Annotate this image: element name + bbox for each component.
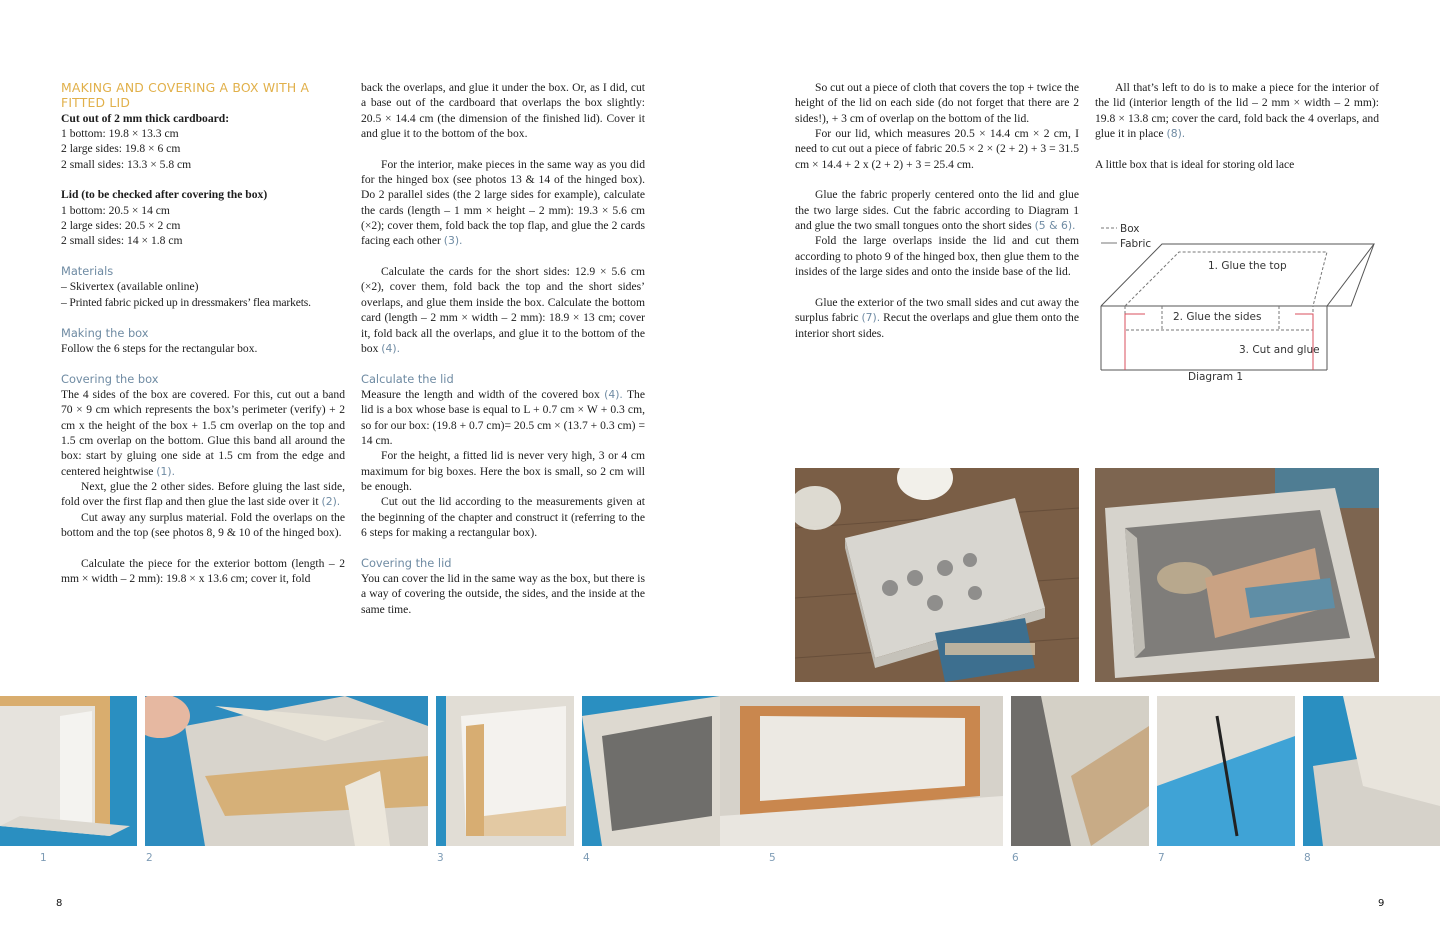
page-number-right: 9 [1378, 898, 1385, 909]
covering-paragraph-4: Calculate the piece for the exterior bottom (length – 2 mm × width – 2 mm): 19.8 × x 13.6 cm; cover it, fold [61, 556, 345, 585]
step-photo-4 [582, 696, 720, 846]
cloth-paragraph-5: Glue the exterior of the two small sides and cut away the surplus fabric (7). Recut the overlaps and glue them onto the interior short sides. [795, 295, 1079, 340]
step-number: 7 [1158, 852, 1165, 864]
step-number: 6 [1012, 852, 1019, 864]
step-number: 1 [40, 852, 47, 864]
photo-ref: (4). [381, 341, 401, 355]
diagram-label-3: 3. Cut and glue [1239, 344, 1320, 356]
interior-paragraph-2: For the interior, make pieces in the same way as you did for the hinged box (see photos 13 & 14 of the hinged box). Do 2 parallel sides (the 2 large sides for example), calculate the cards (length – 1 mm × height – 2 mm): 19.3 × 5.6 cm (×2); cover them, fold back the top flap, and glue the 2 cards facing each other (3). [361, 157, 645, 248]
step-number: 5 [769, 852, 776, 864]
lid-item: 2 small sides: 14 × 1.8 cm [61, 234, 183, 248]
materials-heading: Materials [61, 264, 114, 279]
covering-paragraph-1: The 4 sides of the box are covered. For this, cut out a band 70 × 9 cm which represents the box’s perimeter (verify) + 2 cm x the height of the box + 1.5 cm overlap on the top and 1.5 cm overlap on the bottom. Glue this band all around the box: start by gluing one side at 1.5 cm from the edge and centered heightwise (1). [61, 387, 345, 478]
materials-item: – Printed fabric picked up in dressmakers’ flea markets. [61, 295, 311, 309]
photo-ref: (3). [443, 234, 463, 248]
interior-paragraph-1: back the overlaps, and glue it under the box. Or, as I did, cut a base out of the cardboard that overlaps the box slightly: 20.5 × 14.4 cm (the dimension of the finished lid). Cover it and glue it to the bottom of the box. [361, 81, 645, 141]
photo-caption: A little box that is ideal for storing old lace [1095, 157, 1295, 171]
legend-fabric-label: Fabric [1120, 238, 1152, 250]
making-heading: Making the box [61, 325, 149, 340]
diagram-caption: Diagram 1 [1188, 371, 1244, 383]
column-3 [795, 80, 1079, 341]
photo-ref: (2). [321, 495, 341, 509]
chapter-title-line2: FITTED LID [61, 95, 131, 111]
covering-paragraph-3: Cut away any surplus material. Fold the overlaps on the bottom and the top (see photos 8, 9 & 10 of the hinged box). [61, 510, 345, 539]
column-4 [1095, 80, 1379, 172]
column-2 [361, 80, 645, 617]
diagram-label-2: 2. Glue the sides [1173, 311, 1262, 323]
diagram-1 [1095, 218, 1385, 388]
interior-paragraph-3: Calculate the cards for the short sides: 12.9 × 5.6 cm (×2), cover them, fold back the top and the short sides’ overlaps, and glue them inside the box. Calculate the bottom card (length – 2 mm × width – 2 mm): 18.9 × 13 cm; cover it, fold back all the overlaps, and glue it to the bottom of the box (4). [361, 265, 645, 355]
cloth-paragraph-2: For our lid, which measures 20.5 × 14.4 cm × 2 cm, I need to cut out a piece of fabric 20.5 × 2 × (2 + 2) + 3 = 31.5 cm × 14.4 + 2 x (2 + 2) + 3 = 25.4 cm. [795, 127, 1079, 171]
photo-ref: (5 & 6). [1034, 219, 1076, 233]
photo-closed-box [795, 468, 1079, 682]
column-1 [61, 80, 345, 586]
page-number-left: 8 [56, 898, 63, 909]
step-number: 4 [583, 852, 590, 864]
covering-lid-paragraph: You can cover the lid in the same way as the box, but there is a way of covering the outside, the sides, and the inside at the same time. [361, 572, 645, 616]
chapter-title-line1: MAKING AND COVERING A BOX WITH A [61, 80, 310, 95]
cut-item: 2 small sides: 13.3 × 5.8 cm [61, 157, 192, 171]
calculate-lid-paragraph-2: For the height, a fitted lid is never very high, 3 or 4 cm maximum for big boxes. Here the box is small, so 2 cm will be enough. [361, 449, 645, 493]
photo-ref: (8). [1166, 127, 1186, 141]
step-photo-5 [720, 696, 1003, 846]
covering-paragraph-2: Next, glue the 2 other sides. Before gluing the last side, fold over the first flap and then glue the last side over it (2). [61, 479, 345, 509]
lid-item: 1 bottom: 20.5 × 14 cm [61, 203, 170, 217]
step-number: 2 [146, 852, 153, 864]
step-photo-6 [1011, 696, 1149, 846]
photo-ref: (4). [604, 387, 623, 401]
calculate-lid-heading: Calculate the lid [361, 371, 454, 386]
calculate-lid-paragraph-3: Cut out the lid according to the measurements given at the beginning of the chapter and construct it (referring to the 6 steps for making a rectangular box). [361, 495, 645, 539]
covering-lid-heading: Covering the lid [361, 555, 452, 570]
cloth-paragraph-4: Fold the large overlaps inside the lid and cut them according to photo 9 of the hinged box, then glue them to the insides of the large sides and onto the inside base of the lid. [795, 234, 1079, 279]
cut-item: 1 bottom: 19.8 × 13.3 cm [61, 127, 179, 141]
diagram-label-1: 1. Glue the top [1208, 260, 1287, 272]
cut-item: 2 large sides: 19.8 × 6 cm [61, 142, 181, 156]
legend-box-label: Box [1120, 223, 1140, 235]
fabric-outline-top [1101, 244, 1374, 306]
photo-ref: (7). [861, 311, 881, 325]
interior-lid-paragraph: All that’s left to do is to make a piece for the interior of the lid (interior length of the lid – 2 mm × width – 2 mm): 19.8 × 13.8 cm; cover the card, fold back the 4 overlaps, and glue it in place (8). [1095, 81, 1379, 141]
step-number: 8 [1304, 852, 1311, 864]
step-number: 3 [437, 852, 444, 864]
covering-heading: Covering the box [61, 371, 159, 386]
cloth-paragraph-3: Glue the fabric properly centered onto the lid and glue the two large sides. Cut the fabric according to Diagram 1 and glue the two small tongues onto the short sides (5 & 6). [795, 188, 1079, 233]
cut-line-right [1295, 314, 1313, 370]
step-photo-7 [1157, 696, 1295, 846]
lid-heading: Lid (to be checked after covering the box) [61, 188, 268, 202]
photo-open-box [1095, 468, 1379, 682]
materials-item: – Skivertex (available online) [61, 280, 199, 294]
cut-heading: Cut out of 2 mm thick cardboard: [61, 111, 230, 125]
step-photo-3 [436, 696, 574, 846]
cloth-paragraph-1: So cut out a piece of cloth that covers the top + twice the height of the lid on each side (do not forget that there are 2 sides!), + 3 cm of overlap on the bottom of the lid. [795, 81, 1079, 125]
lid-item: 2 large sides: 20.5 × 2 cm [61, 219, 181, 233]
step-photo-1 [0, 696, 137, 846]
step-photo-8 [1303, 696, 1440, 846]
photo-ref: (1). [156, 464, 176, 478]
step-photo-2 [145, 696, 428, 846]
calculate-lid-paragraph-1: Measure the length and width of the covered box (4). The lid is a box whose base is equal to L + 0.7 cm × W + 0.3 cm, so for our box: (19.8 + 0.7 cm)= 20.5 cm × (13.7 + 0.3 cm) = 14 cm. [361, 387, 645, 447]
cut-line-left [1125, 314, 1145, 330]
making-text: Follow the 6 steps for the rectangular box. [61, 341, 258, 355]
